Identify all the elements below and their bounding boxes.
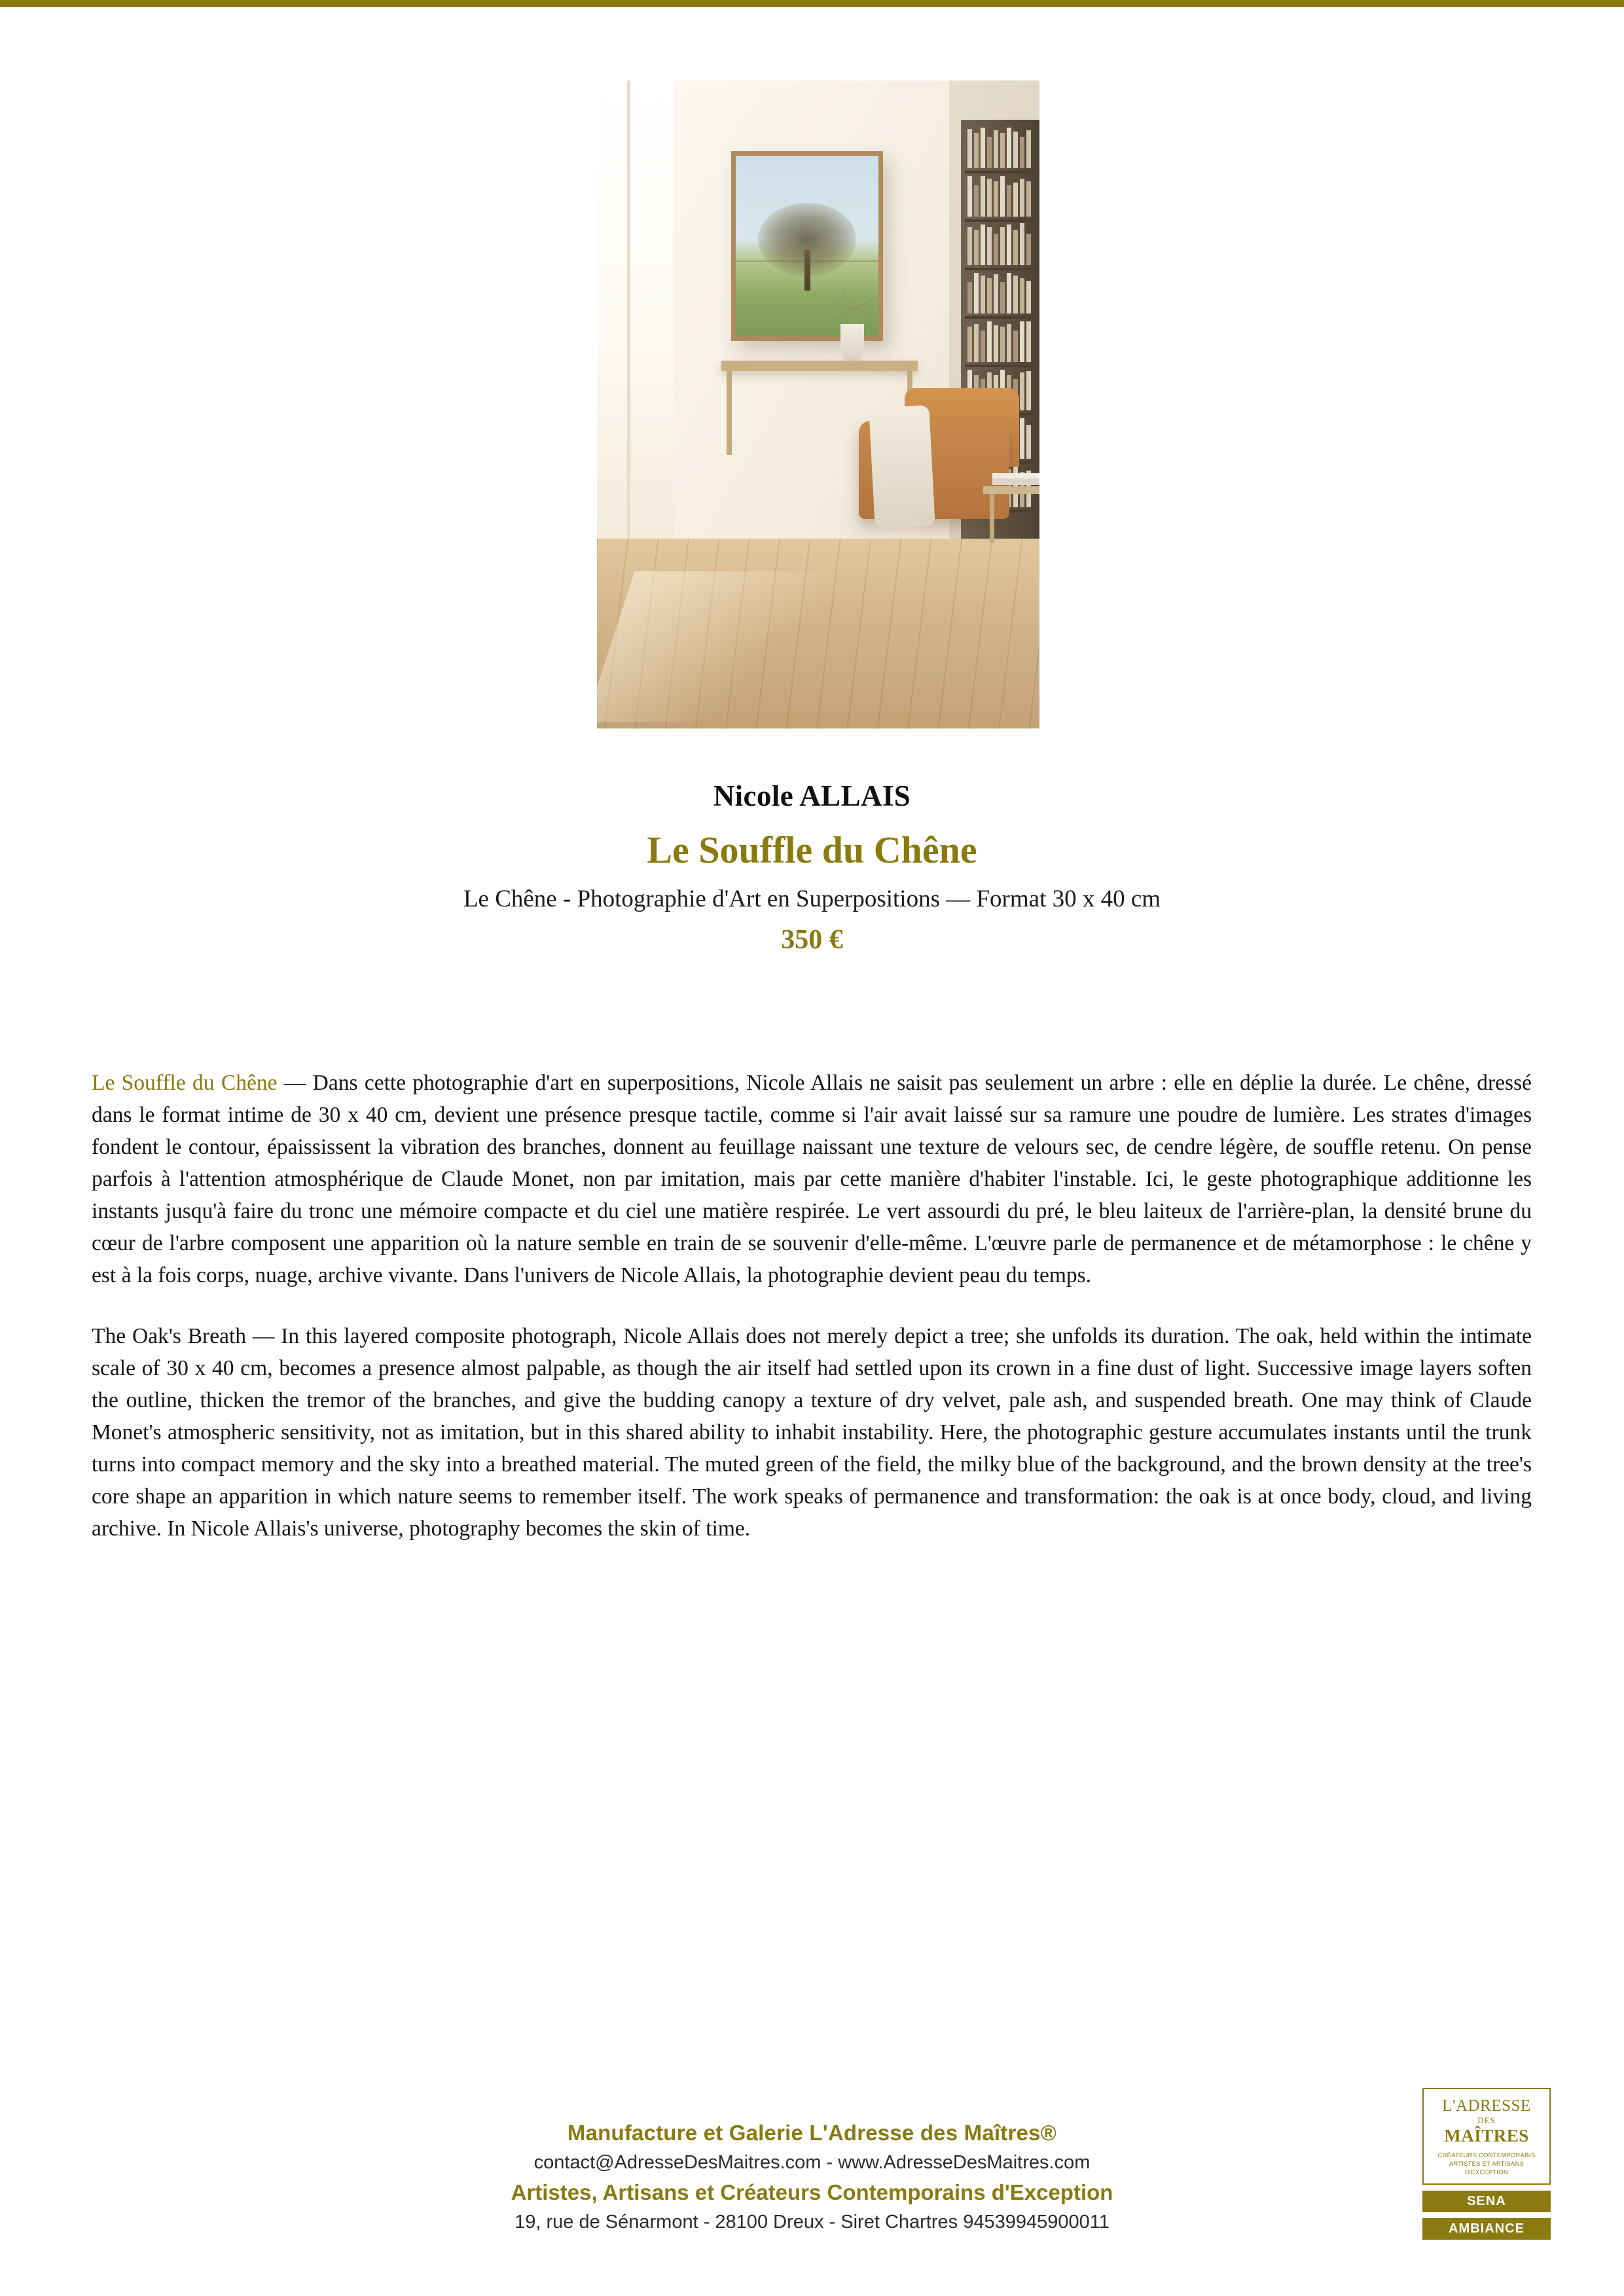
side-table [983, 486, 1039, 494]
console-table [721, 361, 918, 371]
sunlight-patch [597, 571, 850, 722]
dried-branches-icon [833, 289, 875, 328]
badge-sena: SENA [1422, 2191, 1551, 2212]
footer-tagline: Artistes, Artisans et Créateurs Contemporains d'Exception [511, 2180, 1113, 2204]
logo-line-2: DES [1477, 2115, 1496, 2125]
footer-address: 19, rue de Sénarmont - 28100 Dreux - Siret Chartres 94539945900011 [514, 2212, 1110, 2233]
tree-trunk-icon [804, 250, 810, 291]
footer-company-name: Manufacture et Galerie L'Adresse des Maîtres® [567, 2121, 1057, 2145]
room-scene [597, 81, 1039, 728]
paragraph-french [92, 1067, 1532, 1291]
footer [0, 2121, 1624, 2233]
badge-ambiance: AMBIANCE [1422, 2218, 1551, 2240]
logo-line-4: CRÉATEURS CONTEMPORAINS ARTISTES ET ARTISANS D'EXCEPTION [1437, 2152, 1536, 2176]
vase-icon [840, 324, 864, 362]
paragraph-french-text: — Dans cette photographie d'art en superpositions, Nicole Allais ne saisit pas seulement un arbre : elle en déplie la durée. Le chêne, dressé dans le format intime de 30 x 40 cm, devient une présence presque tactile, comme si l'air avait laissé sur sa ramure une poudre de lumière. Les strates d'images fondent le contour, épaississent la vibration des branches, donnent au feuillage naissant une texture de velours sec, de cendre légère, de souffle retenu. On pense parfois à l'attention atmosphérique de Claude Monet, non par imitation, mais par cette manière d'habiter l'instable. Ici, le geste photographique additionne les instants jusqu'à faire du tronc une mémoire compacte et du ciel une matière respirée. Le vert assourdi du pré, le bleu laiteux de l'arrière-plan, la densité brune du cœur de l'arbre composent une apparition où la nature semble en train de se souvenir d'elle-même. L'œuvre parle de permanence et de métamorphose : le chêne y est à la fois corps, nuage, archive vivante. Dans l'univers de Nicole Allais, la photographie devient peau du temps. [92, 1071, 1532, 1287]
work-subtitle: Le Chêne - Photographie d'Art en Superpositions — Format 30 x 40 cm [463, 886, 1161, 912]
page-title: Le Souffle du Chêne [647, 829, 977, 871]
paragraph-lead-in: Le Souffle du Chêne [92, 1071, 278, 1095]
wood-floor [597, 539, 1039, 728]
throw-blanket [869, 405, 935, 529]
body-text-column [92, 1067, 1532, 1573]
top-accent-rule [0, 0, 1624, 7]
brand-logo [1422, 2088, 1551, 2240]
hero-room-photograph [597, 81, 1039, 728]
footer-contact: contact@AdresseDesMaitres.com - www.AdresseDesMaitres.com [533, 2152, 1091, 2173]
artist-name: Nicole ALLAIS [713, 780, 911, 812]
book-stack [992, 473, 1039, 485]
window-icon [597, 81, 674, 552]
logo-line-1: L'ADRESSE [1442, 2097, 1531, 2115]
console-leg-left [727, 371, 732, 455]
side-table-leg-left [990, 494, 994, 543]
paragraph-english: The Oak's Breath — In this layered composite photograph, Nicole Allais does not merely depict a tree; she unfolds its duration. The oak, held within the intimate scale of 30 x 40 cm, becomes a presence almost palpable, as though the air itself had settled upon its crown in a fine dust of light. Successive image layers soften the outline, thicken the tremor of the branches, and give the budding canopy a texture of dry velvet, pale ash, and suspended breath. One may think of Claude Monet's atmospheric sensitivity, not as imitation, but in this shared ability to inhabit instability. Here, the photographic gesture accumulates instants until the trunk turns into compact memory and the sky into a breathed material. The muted green of the field, the milky blue of the background, and the brown density at the tree's core shape an apparition in which nature seems to remember itself. The work speaks of permanence and transformation: the oak is at once body, cloud, and living archive. In Nicole Allais's universe, photography becomes the skin of time. [92, 1324, 1532, 1541]
price-label: 350 € [781, 925, 843, 955]
logo-card [1422, 2088, 1551, 2185]
logo-line-3: MAÎTRES [1444, 2126, 1529, 2145]
